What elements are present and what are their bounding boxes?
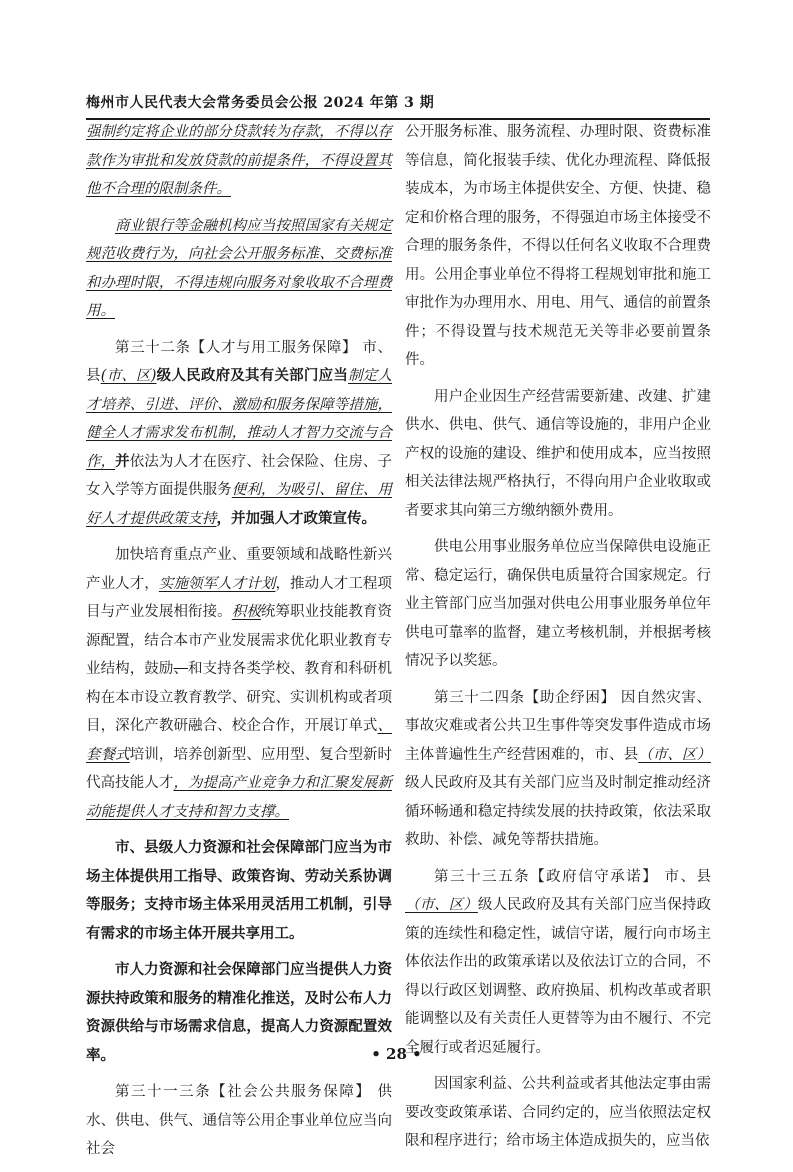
text-run: 并	[115, 452, 130, 470]
text-run: 第三十二条【人才与用工服务保障】 市、县	[86, 339, 392, 384]
deleted-text: 、	[173, 661, 189, 677]
page-number: • 28 •	[371, 1045, 422, 1063]
inserted-text: 积极	[231, 604, 261, 620]
paragraph	[86, 118, 392, 204]
inserted-text: （市、区）	[638, 746, 712, 763]
text-run: ，推动人才工程项目与产业发展相衔接。	[86, 575, 393, 620]
inserted-text: 强制约定将企业的部分贷款转为存款，不得以存款作为审批和发放贷款的前提条件，不得设置其他不合理的限制条件。	[86, 124, 392, 197]
text-run: 培训，培养创新型、应用型、复合型新时代高技能人才	[86, 746, 393, 791]
paragraph: 市人力资源和社会保障部门应当提供人力资源扶持政策和服务的精准化推送，及时公布人力资源供给与市场需求信息，提高人力资源配置效率。	[86, 961, 392, 1064]
text-run: 级人民政府及其有关部门应当及时制定推动经济循环畅通和稳定持续发展的扶持政策，依法采取救助、补偿、减免等帮扶措施。	[405, 775, 711, 848]
inserted-text: （市、区）	[405, 897, 478, 913]
inserted-text: 、套餐式	[86, 718, 392, 763]
inserted-text: 实施领军人才计划	[158, 575, 276, 592]
text-run: ，并加强人才政策宣传。	[216, 509, 376, 527]
inserted-text: 商业银行等金融机构应当按照国家有关规定规范收费行为，向社会公开服务标准、交费标准和办理时限，不得违规向服务对象收取不合理费用。	[86, 217, 392, 319]
text-run: 第三十三五条【政府信守承诺】 市、县	[434, 868, 711, 885]
inserted-text: ，为提高产业竞争力和汇聚发展新动能提供人才支持和智力支撑。	[86, 775, 393, 820]
bulletin-header: 梅州市人民代表大会常务委员会公报 2024 年第 3 期	[86, 95, 435, 111]
paragraph	[86, 212, 392, 326]
article-34	[405, 684, 711, 855]
paragraph: 市、县级人力资源和社会保障部门应当为市场主体提供用工指导、政策咨询、劳动关系协调等服务；支持市场主体采用灵活用工机制，引导有需求的市场主体开展共享用工。	[86, 839, 392, 942]
text-run: 和支持各类学校、教育和科研机构在本市设立教育教学、研究、实训机构或者项目，深化产教研融合、校企合作，开展订单式	[86, 661, 393, 734]
text-run: 级人民政府及其有关部门应当	[156, 367, 349, 384]
text-run: 统筹职业技能教育资源配置，结合本市产业发展需求优化职业教育专业结构，鼓励	[86, 604, 393, 677]
inserted-text: 制定人才培养、引进、评价、激励和服务保障等措施，健全人才需求发布机制，推动人才智力交流与合作，	[86, 368, 393, 470]
text-run: 依法为人才在医疗、社会保险、住房、子女入学等方面提供服务	[86, 453, 393, 498]
text-run: 加快培育重点产业、重要领域和战略性新兴产业人才，	[86, 547, 392, 592]
paragraph: 公开服务标准、服务流程、办理时限、资费标准等信息，简化报装手续、优化办理流程、降低报装成本，为市场主体提供安全、方便、快捷、稳定和价格合理的服务，不得强迫市场主体接受不合理的服务条件，不得以任何名义收取不合理费用。公用企事业单位不得将工程规划审批和施工审批作为办理用水、用电、用气、通信的前置条件；不得设置与技术规范无关等非必要前置条件。	[405, 124, 711, 368]
paragraph: 用户企业因生产经营需要新建、改建、扩建供水、供电、供气、通信等设施的，非用户企业产权的设施的建设、维护和使用成本，应当按照相关法律法规严格执行，不得向用户企业收取或者要求其向第三方缴纳额外费用。	[405, 388, 711, 519]
text-run: 第三十二四条【助企纾困】 因自然灾害、事故灾难或者公共卫生事件等突发事件造成市场主体普遍性生产经营困难的，市、县	[405, 689, 711, 763]
left-column	[86, 118, 392, 1172]
paragraph: 供电公用事业服务单位应当保障供电设施正常、稳定运行，确保供电质量符合国家规定。行业主管部门应当加强对供电公用事业服务单位年供电可靠率的监督，建立考核机制，并根据考核情况予以奖惩。	[405, 539, 711, 669]
paragraph	[86, 541, 392, 826]
text-run: 级人民政府及其有关部门应当保持政策的连续性和稳定性，诚信守诺，履行向市场主体依法作出的政策承诺以及依法订立的合同，不得以行政区划调整、政府换届、机构改革或者职能调整以及有关责任人更替等为由不履行、不完全履行或者迟延履行。	[405, 897, 711, 1056]
right-column	[405, 118, 711, 1164]
inserted-text: (市、区)	[100, 368, 157, 384]
inserted-text: 便利，为吸引、留住、用好人才提供政策支持	[86, 482, 392, 527]
article-32	[86, 334, 392, 534]
article-35	[405, 863, 711, 1063]
article-33: 第三十一三条【社会公共服务保障】 供水、供电、供气、通信等公用企事业单位应当向社会	[86, 1084, 392, 1157]
paragraph: 因国家利益、公共利益或者其他法定事由需要改变政策承诺、合同约定的，应当依照法定权限和程序进行；给市场主体造成损失的，应当依	[405, 1076, 711, 1149]
